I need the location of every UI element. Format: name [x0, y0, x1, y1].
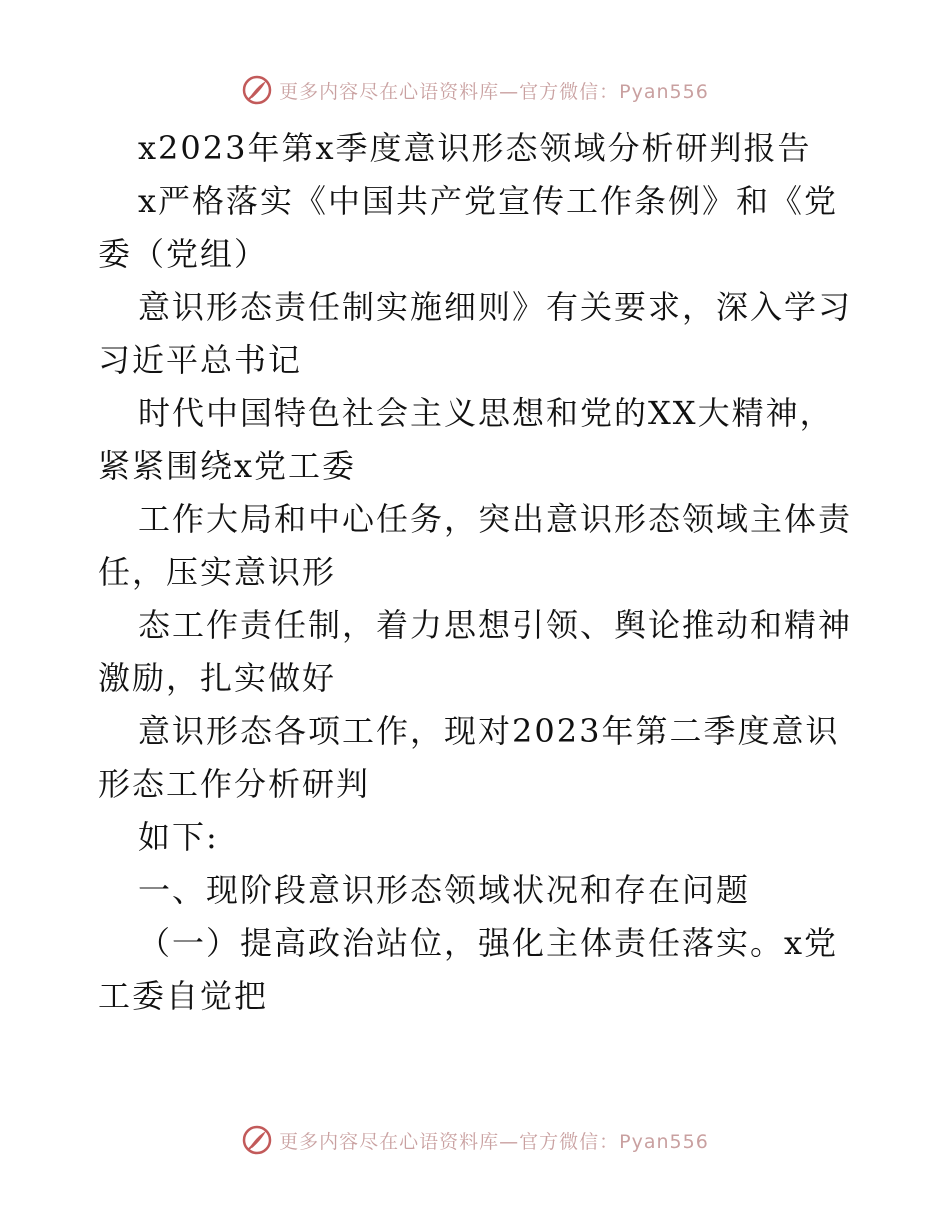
document-line: 工委自觉把 [98, 977, 269, 1015]
document-line: 如下: [138, 818, 219, 856]
header-watermark [0, 70, 950, 110]
feather-pen-logo-icon [241, 1124, 273, 1156]
feather-pen-logo-icon [241, 74, 273, 106]
document-line: x2023年第x季度意识形态领域分析研判报告 [138, 129, 812, 167]
document-line: （一）提高政治站位，强化主体责任落实。x党 [138, 924, 839, 962]
document-line: 形态工作分析研判 [98, 765, 371, 803]
document-line: 任，压实意识形 [98, 553, 337, 591]
document-line: 委（党组） [98, 235, 269, 273]
document-line: 意识形态责任制实施细则》有关要求，深入学习 [138, 288, 853, 326]
document-line: 工作大局和中心任务，突出意识形态领域主体责 [138, 500, 853, 538]
document-line: 一、现阶段意识形态领域状况和存在问题 [138, 871, 751, 909]
watermark-text: 更多内容尽在心语资料库—官方微信：Pyan556 [279, 1130, 709, 1153]
document-line: x严格落实《中国共产党宣传工作条例》和《党 [138, 182, 839, 220]
document-line: 紧紧围绕x党工委 [98, 447, 357, 485]
document-line: 意识形态各项工作，现对2023年第二季度意识 [138, 712, 840, 750]
watermark-text: 更多内容尽在心语资料库—官方微信：Pyan556 [279, 80, 709, 103]
document-line: 时代中国特色社会主义思想和党的XX大精神， [138, 394, 834, 432]
document-line: 激励，扎实做好 [98, 659, 337, 697]
document-line: 态工作责任制，着力思想引领、舆论推动和精神 [138, 606, 853, 644]
document-line: 习近平总书记 [98, 341, 303, 379]
footer-watermark [0, 1120, 950, 1160]
document-body [98, 122, 858, 1023]
